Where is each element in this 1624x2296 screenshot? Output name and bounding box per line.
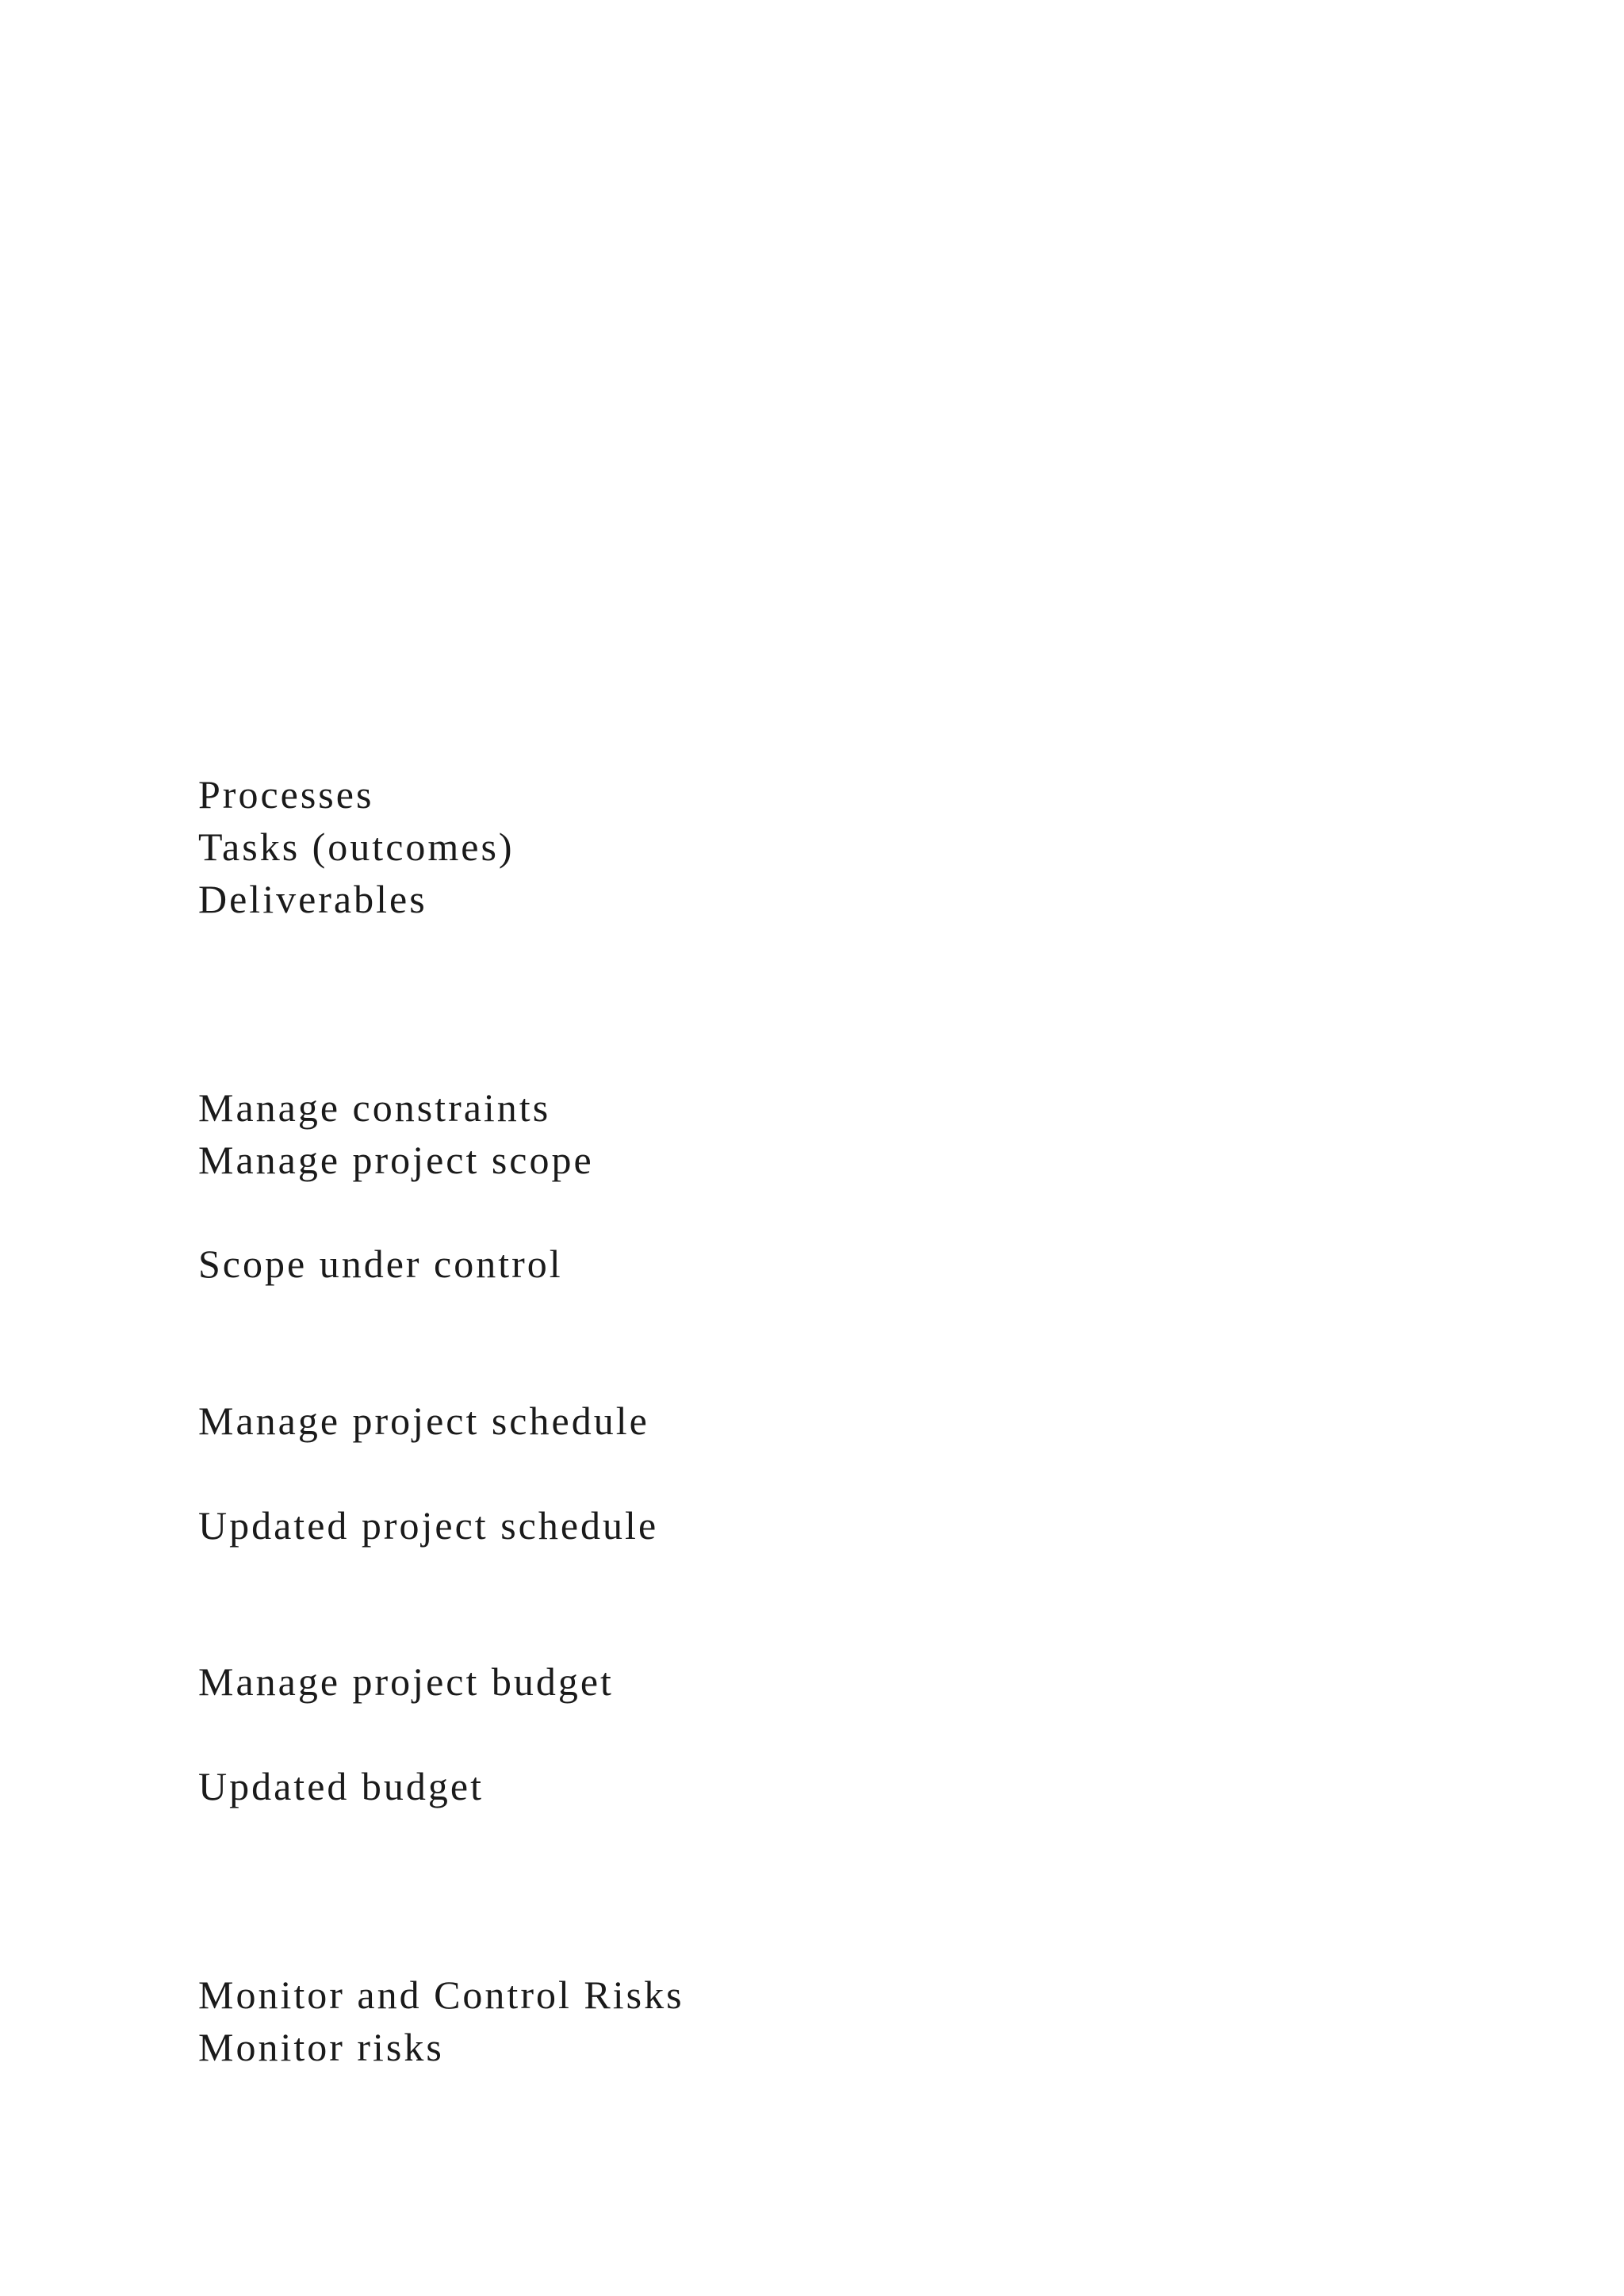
deliverable-updated-budget: Updated budget — [198, 1764, 484, 1808]
header-tasks: Tasks (outcomes) — [198, 825, 515, 869]
task-monitor-risks: Monitor risks — [198, 2025, 444, 2069]
task-manage-budget: Manage project budget — [198, 1659, 614, 1704]
deliverable-scope-control: Scope under control — [198, 1242, 563, 1286]
header-deliverables: Deliverables — [198, 877, 427, 921]
deliverable-updated-schedule: Updated project schedule — [198, 1503, 659, 1548]
header-processes: Processes — [198, 772, 374, 817]
task-manage-schedule: Manage project schedule — [198, 1399, 649, 1443]
process-monitor-control-risks: Monitor and Control Risks — [198, 1973, 684, 2017]
process-manage-constraints: Manage constraints — [198, 1085, 551, 1130]
task-manage-scope: Manage project scope — [198, 1138, 594, 1182]
